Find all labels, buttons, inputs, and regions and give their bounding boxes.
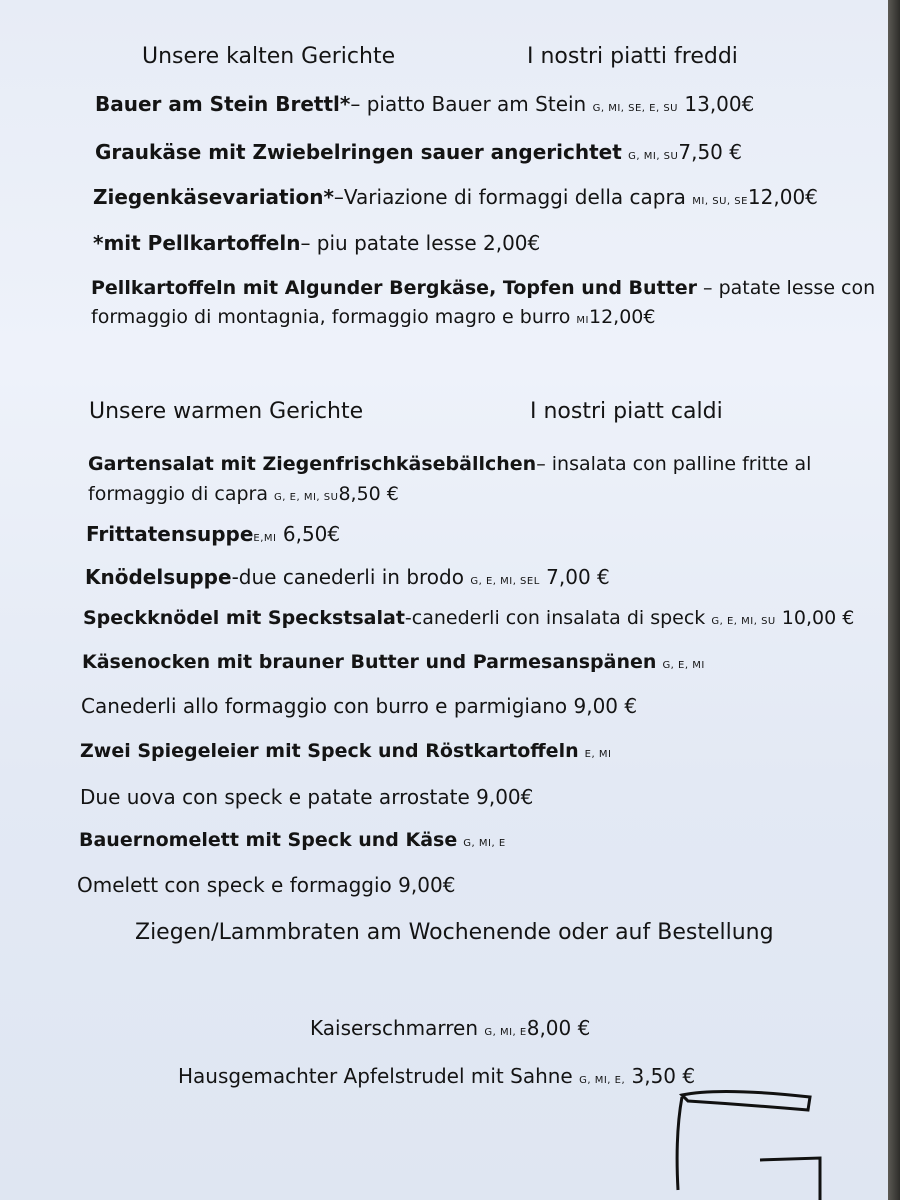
item-name-it-cont: formaggio di capra xyxy=(88,483,268,505)
item-name-de: Frittatensuppe xyxy=(86,522,254,546)
item-name-de: *mit Pellkartoffeln xyxy=(93,231,301,255)
allergen-codes: E,MI xyxy=(253,533,277,544)
item-price: 9,00€ xyxy=(398,873,456,897)
allergen-codes: MI, SU, SE xyxy=(692,196,748,207)
menu-item xyxy=(95,92,754,116)
item-name-it: Canederli allo formaggio con burro e parmigiano xyxy=(81,694,568,718)
cold-heading-de: Unsere kalten Gerichte xyxy=(142,44,396,69)
item-price: 12,00€ xyxy=(747,185,818,209)
item-name-it: Omelett con speck e formaggio xyxy=(77,873,392,897)
menu-item xyxy=(88,449,811,513)
item-price: 10,00 € xyxy=(781,607,855,629)
item-price: 9,00€ xyxy=(476,785,534,809)
menu-item xyxy=(77,873,455,897)
item-name-de: Pellkartoffeln mit Algunder Bergkäse, Topfen und Butter xyxy=(91,277,697,299)
item-name-it-cont: formaggio di montagnia, formaggio magro e burro xyxy=(91,306,571,328)
allergen-codes: MI xyxy=(576,315,589,326)
menu-item xyxy=(85,565,610,589)
dessert-item xyxy=(178,1064,695,1088)
item-name-it: – insalata con palline fritte al xyxy=(536,453,812,475)
allergen-codes: G, MI, E xyxy=(463,838,506,849)
item-price: 7,00 € xyxy=(546,565,610,589)
item-name-it: – patate lesse con xyxy=(697,277,876,299)
item-name-de: Kaiserschmarren xyxy=(310,1016,478,1040)
menu-item xyxy=(93,231,540,255)
item-line-2 xyxy=(88,479,811,513)
allergen-codes: G, E, MI, SU xyxy=(711,616,776,627)
item-price: 8,00 € xyxy=(526,1016,591,1040)
item-price: 8,50 € xyxy=(338,483,399,505)
item-name-de: Bauernomelett mit Speck und Käse xyxy=(79,829,458,851)
item-name-de: Zwei Spiegeleier mit Speck und Röstkartoffeln xyxy=(80,740,579,762)
menu-item xyxy=(93,185,818,209)
dessert-item xyxy=(310,1016,590,1040)
item-name-de: Graukäse mit Zwiebelringen sauer angerichtet xyxy=(95,140,622,164)
item-price: 2,00€ xyxy=(483,231,541,255)
item-name-de: Hausgemachter Apfelstrudel mit Sahne xyxy=(178,1064,573,1088)
item-name-de: Gartensalat mit Ziegenfrischkäsebällchen xyxy=(88,453,537,475)
menu-item xyxy=(80,740,611,762)
allergen-codes: G, MI, SU xyxy=(628,151,679,162)
allergen-codes: G, MI, E, xyxy=(579,1075,626,1086)
item-name-it: -canederli con insalata di speck xyxy=(404,607,706,629)
menu-item xyxy=(86,522,340,546)
item-price: 9,00 € xyxy=(573,694,638,718)
menu-item xyxy=(95,140,742,164)
menu-item xyxy=(83,607,854,629)
warm-heading-it: I nostri piatt caldi xyxy=(530,399,723,424)
table-edge xyxy=(888,0,900,1200)
allergen-codes: G, MI, E xyxy=(484,1027,527,1038)
weekend-special: Ziegen/Lammbraten am Wochenende oder auf Bestellung xyxy=(135,920,774,945)
item-name-it: – piatto Bauer am Stein xyxy=(350,92,587,116)
allergen-codes: G, E, MI, SU xyxy=(274,492,339,503)
item-price: 6,50€ xyxy=(282,522,341,546)
menu-item xyxy=(82,651,705,673)
allergen-codes: G, E, MI, SEL xyxy=(470,576,540,587)
item-line-2 xyxy=(91,303,875,335)
item-name-de: Bauer am Stein Brettl* xyxy=(95,92,351,116)
item-price: 3,50 € xyxy=(631,1064,696,1088)
item-name-it: –Variazione di formaggi della capra xyxy=(333,185,686,209)
item-name-de: Knödelsuppe xyxy=(85,565,232,589)
allergen-codes: E, MI xyxy=(584,749,612,760)
menu-item xyxy=(79,829,506,851)
item-price: 13,00€ xyxy=(684,92,755,116)
menu-item xyxy=(91,274,875,335)
menu-item xyxy=(80,785,533,809)
item-name-de: Käsenocken mit brauner Butter und Parmesanspänen xyxy=(82,651,657,673)
allergen-codes: G, E, MI xyxy=(662,660,705,671)
item-name-it: Due uova con speck e patate arrostate xyxy=(80,785,470,809)
item-name-it: -due canederli in brodo xyxy=(231,565,464,589)
cold-heading-it: I nostri piatti freddi xyxy=(527,44,738,69)
item-name-de: Speckknödel mit Speckstsalat xyxy=(83,607,405,629)
warm-heading-de: Unsere warmen Gerichte xyxy=(89,399,364,424)
allergen-codes: G, MI, SE, E, SU xyxy=(592,103,679,114)
item-name-de: Ziegenkäsevariation* xyxy=(93,185,334,209)
menu-item xyxy=(81,694,637,718)
item-name-it: – piu patate lesse xyxy=(300,231,477,255)
item-price: 7,50 € xyxy=(678,140,742,164)
item-price: 12,00€ xyxy=(589,306,656,328)
pen-scribble xyxy=(660,1075,888,1200)
